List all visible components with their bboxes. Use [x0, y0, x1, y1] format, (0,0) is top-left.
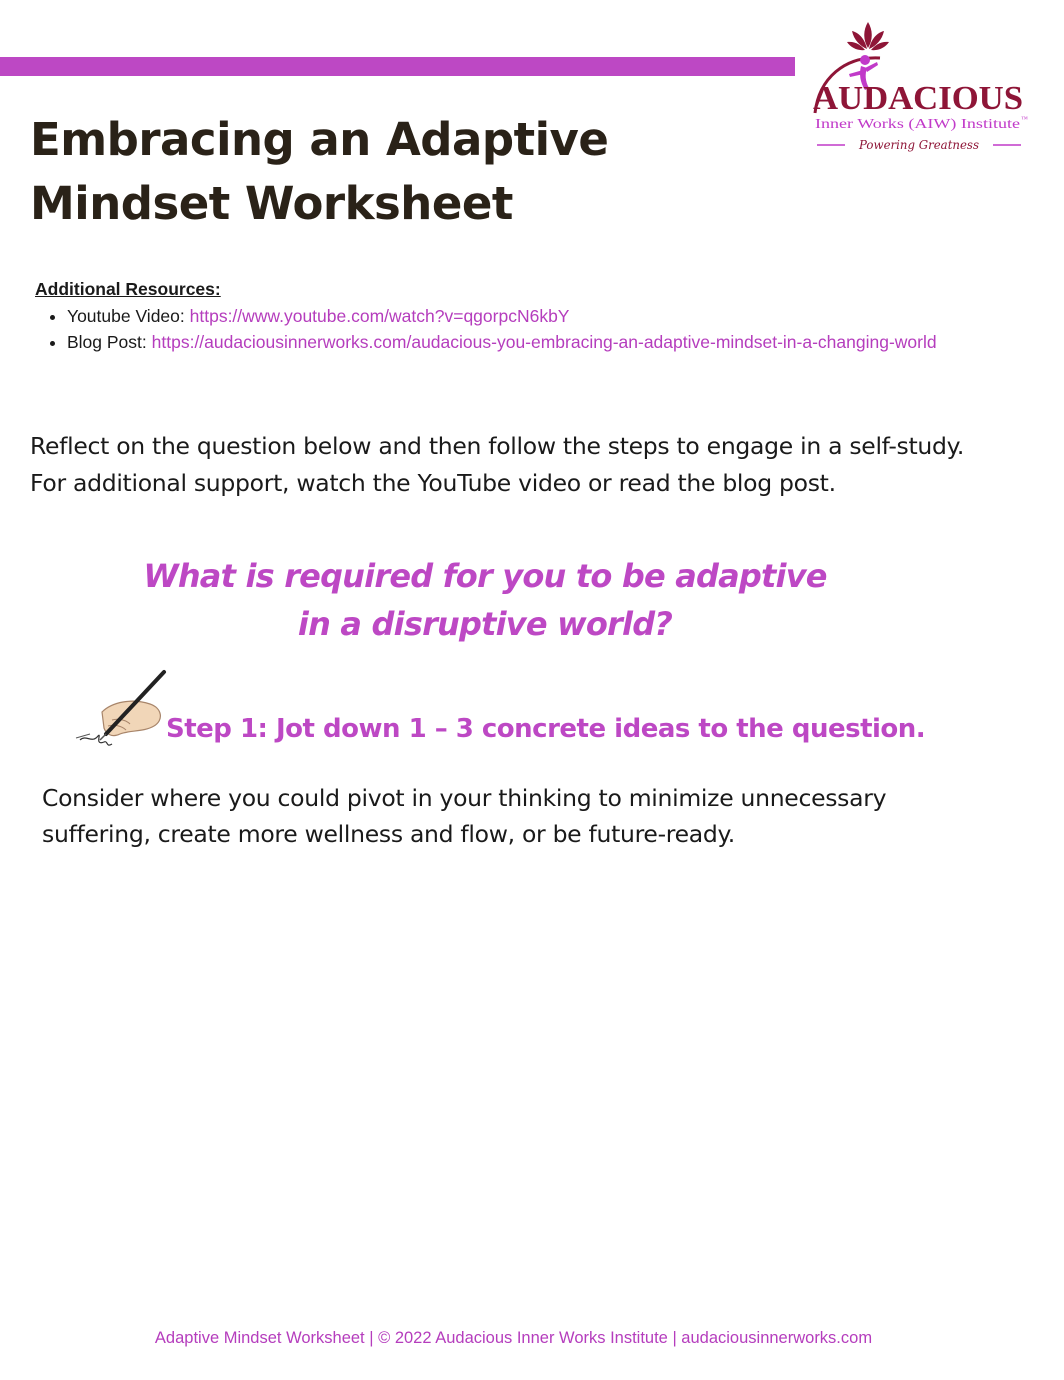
- reflection-question: [100, 552, 870, 648]
- step-1-heading: Step 1: Jot down 1 – 3 concrete ideas to the question.: [166, 714, 926, 744]
- additional-resources: [35, 276, 1015, 355]
- intro-paragraph: Reflect on the question below and then follow the steps to engage in a self-study. For additional support, watch the YouTube video or read the blog post.: [30, 432, 965, 497]
- list-item-youtube: [67, 303, 1015, 329]
- blog-label: Blog Post:: [67, 332, 152, 352]
- logo-trademark: ™: [1021, 115, 1028, 123]
- logo-line2: Inner Works (AIW) Institute: [815, 117, 1020, 132]
- list-item-blog: [67, 329, 1015, 355]
- page-footer: Adaptive Mindset Worksheet | © 2022 Audacious Inner Works Institute | audaciousinnerworks.com: [154, 1329, 873, 1347]
- youtube-link[interactable]: https://www.youtube.com/watch?v=qgorpcN6kbY: [189, 306, 570, 326]
- lotus-icon: [847, 22, 889, 50]
- hand-writing-pen-icon: [72, 668, 170, 756]
- question-line-2: in a disruptive world?: [297, 605, 673, 643]
- step-1-instructions: Consider where you could pivot in your thinking to minimize unnecessary suffering, create more wellness and flow, or be future-ready.: [42, 784, 887, 848]
- youtube-label: Youtube Video:: [67, 306, 190, 326]
- question-line-1: What is required for you to be adaptive: [143, 557, 827, 595]
- blog-link[interactable]: https://audaciousinnerworks.com/audacious-you-embracing-an-adaptive-mindset-in-a-changing-world: [151, 332, 937, 352]
- resources-list: [35, 303, 1015, 355]
- top-accent-bar: [0, 57, 795, 76]
- resources-heading: Additional Resources:: [35, 279, 221, 299]
- worksheet-title: Embracing an Adaptive Mindset Worksheet: [30, 113, 609, 230]
- logo-brand: AUDACIOUS: [813, 80, 1023, 117]
- audacious-logo: [805, 18, 1035, 158]
- logo-tagline: Powering Greatness: [858, 137, 979, 152]
